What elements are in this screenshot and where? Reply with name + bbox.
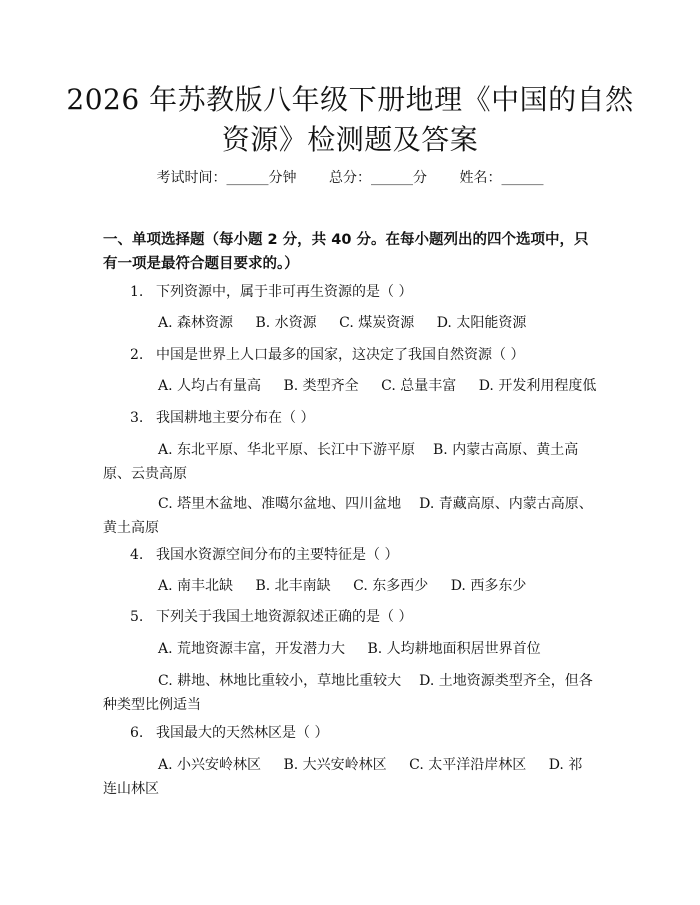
option-a: A. 南丰北缺 <box>158 578 234 594</box>
option-a: A. 森林资源 <box>158 315 234 331</box>
option-d: D. 开发利用程度低 <box>478 378 597 394</box>
option-a: A. 人均占有量高 <box>158 378 262 394</box>
option-b: B. 类型齐全 <box>283 378 359 394</box>
option-a: A. 东北平原、华北平原、长江中下游平原 <box>158 442 416 458</box>
exam-time: 考试时间：______分钟 <box>156 170 297 186</box>
question-text: 中国是世界上人口最多的国家，这决定了我国自然资源（ ） <box>156 347 525 363</box>
question-number: 4. <box>130 547 144 563</box>
question-text: 我国耕地主要分布在（ ） <box>156 410 315 426</box>
question-3-options-row-1 <box>103 438 595 486</box>
exam-score: 总分：______分 <box>329 170 427 186</box>
option-c: C. 耕地、林地比重较小，草地比重较大 <box>158 673 402 689</box>
question-6-options <box>103 753 595 801</box>
exam-info <box>0 168 700 188</box>
question-number: 5. <box>130 609 144 625</box>
question-number: 3. <box>130 410 144 426</box>
option-b: B. 北丰南缺 <box>255 578 331 594</box>
question-2 <box>130 343 524 367</box>
option-b: B. 内蒙古高原、黄土高原、云贵高原 <box>103 442 579 482</box>
question-2-options <box>158 374 598 398</box>
question-number: 2. <box>130 347 144 363</box>
option-d: D. 土地资源类型齐全，但各种类型比例适当 <box>103 673 593 713</box>
question-1-options <box>158 311 598 335</box>
option-c: C. 东多西少 <box>353 578 429 594</box>
section-title: 一、单项选择题（每小题 2 分，共 40 分。在每小题列出的四个选项中，只有一项是最符合题目要求的。） <box>103 232 589 272</box>
option-d: D. 西多东少 <box>450 578 527 594</box>
exam-name: 姓名：______ <box>459 170 544 186</box>
option-c: C. 总量丰富 <box>381 378 457 394</box>
title-line-1: 2026 年苏教版八年级下册地理《中国的自然 <box>66 83 634 116</box>
option-b: B. 大兴安岭林区 <box>283 757 387 773</box>
option-c: C. 煤炭资源 <box>339 315 415 331</box>
question-1 <box>130 280 412 304</box>
question-number: 1. <box>130 284 144 300</box>
question-6 <box>130 721 328 745</box>
question-text: 下列资源中，属于非可再生资源的是（ ） <box>156 284 413 300</box>
option-d: D. 太阳能资源 <box>436 315 527 331</box>
question-text: 我国水资源空间分布的主要特征是（ ） <box>156 547 399 563</box>
question-5-options-row-1 <box>158 637 598 661</box>
question-text: 我国最大的天然林区是（ ） <box>156 725 329 741</box>
question-3 <box>130 406 314 430</box>
question-5 <box>130 605 412 629</box>
title-line-2: 资源》检测题及答案 <box>221 123 479 156</box>
option-b: B. 人均耕地面积居世界首位 <box>367 641 541 657</box>
option-a: A. 荒地资源丰富，开发潜力大 <box>158 641 346 657</box>
option-c: C. 塔里木盆地、准噶尔盆地、四川盆地 <box>158 496 402 512</box>
option-b: B. 水资源 <box>255 315 317 331</box>
option-d: D. 祁连山林区 <box>103 757 583 797</box>
question-4 <box>130 543 398 567</box>
option-c: C. 太平洋沿岸林区 <box>409 757 527 773</box>
question-text: 下列关于我国土地资源叙述正确的是（ ） <box>156 609 413 625</box>
question-5-options-row-2 <box>103 669 595 717</box>
question-number: 6. <box>130 725 144 741</box>
document-title <box>60 80 640 160</box>
question-4-options <box>158 574 598 598</box>
option-a: A. 小兴安岭林区 <box>158 757 262 773</box>
question-3-options-row-2 <box>103 492 595 540</box>
option-d: D. 青藏高原、内蒙古高原、黄土高原 <box>103 496 593 536</box>
